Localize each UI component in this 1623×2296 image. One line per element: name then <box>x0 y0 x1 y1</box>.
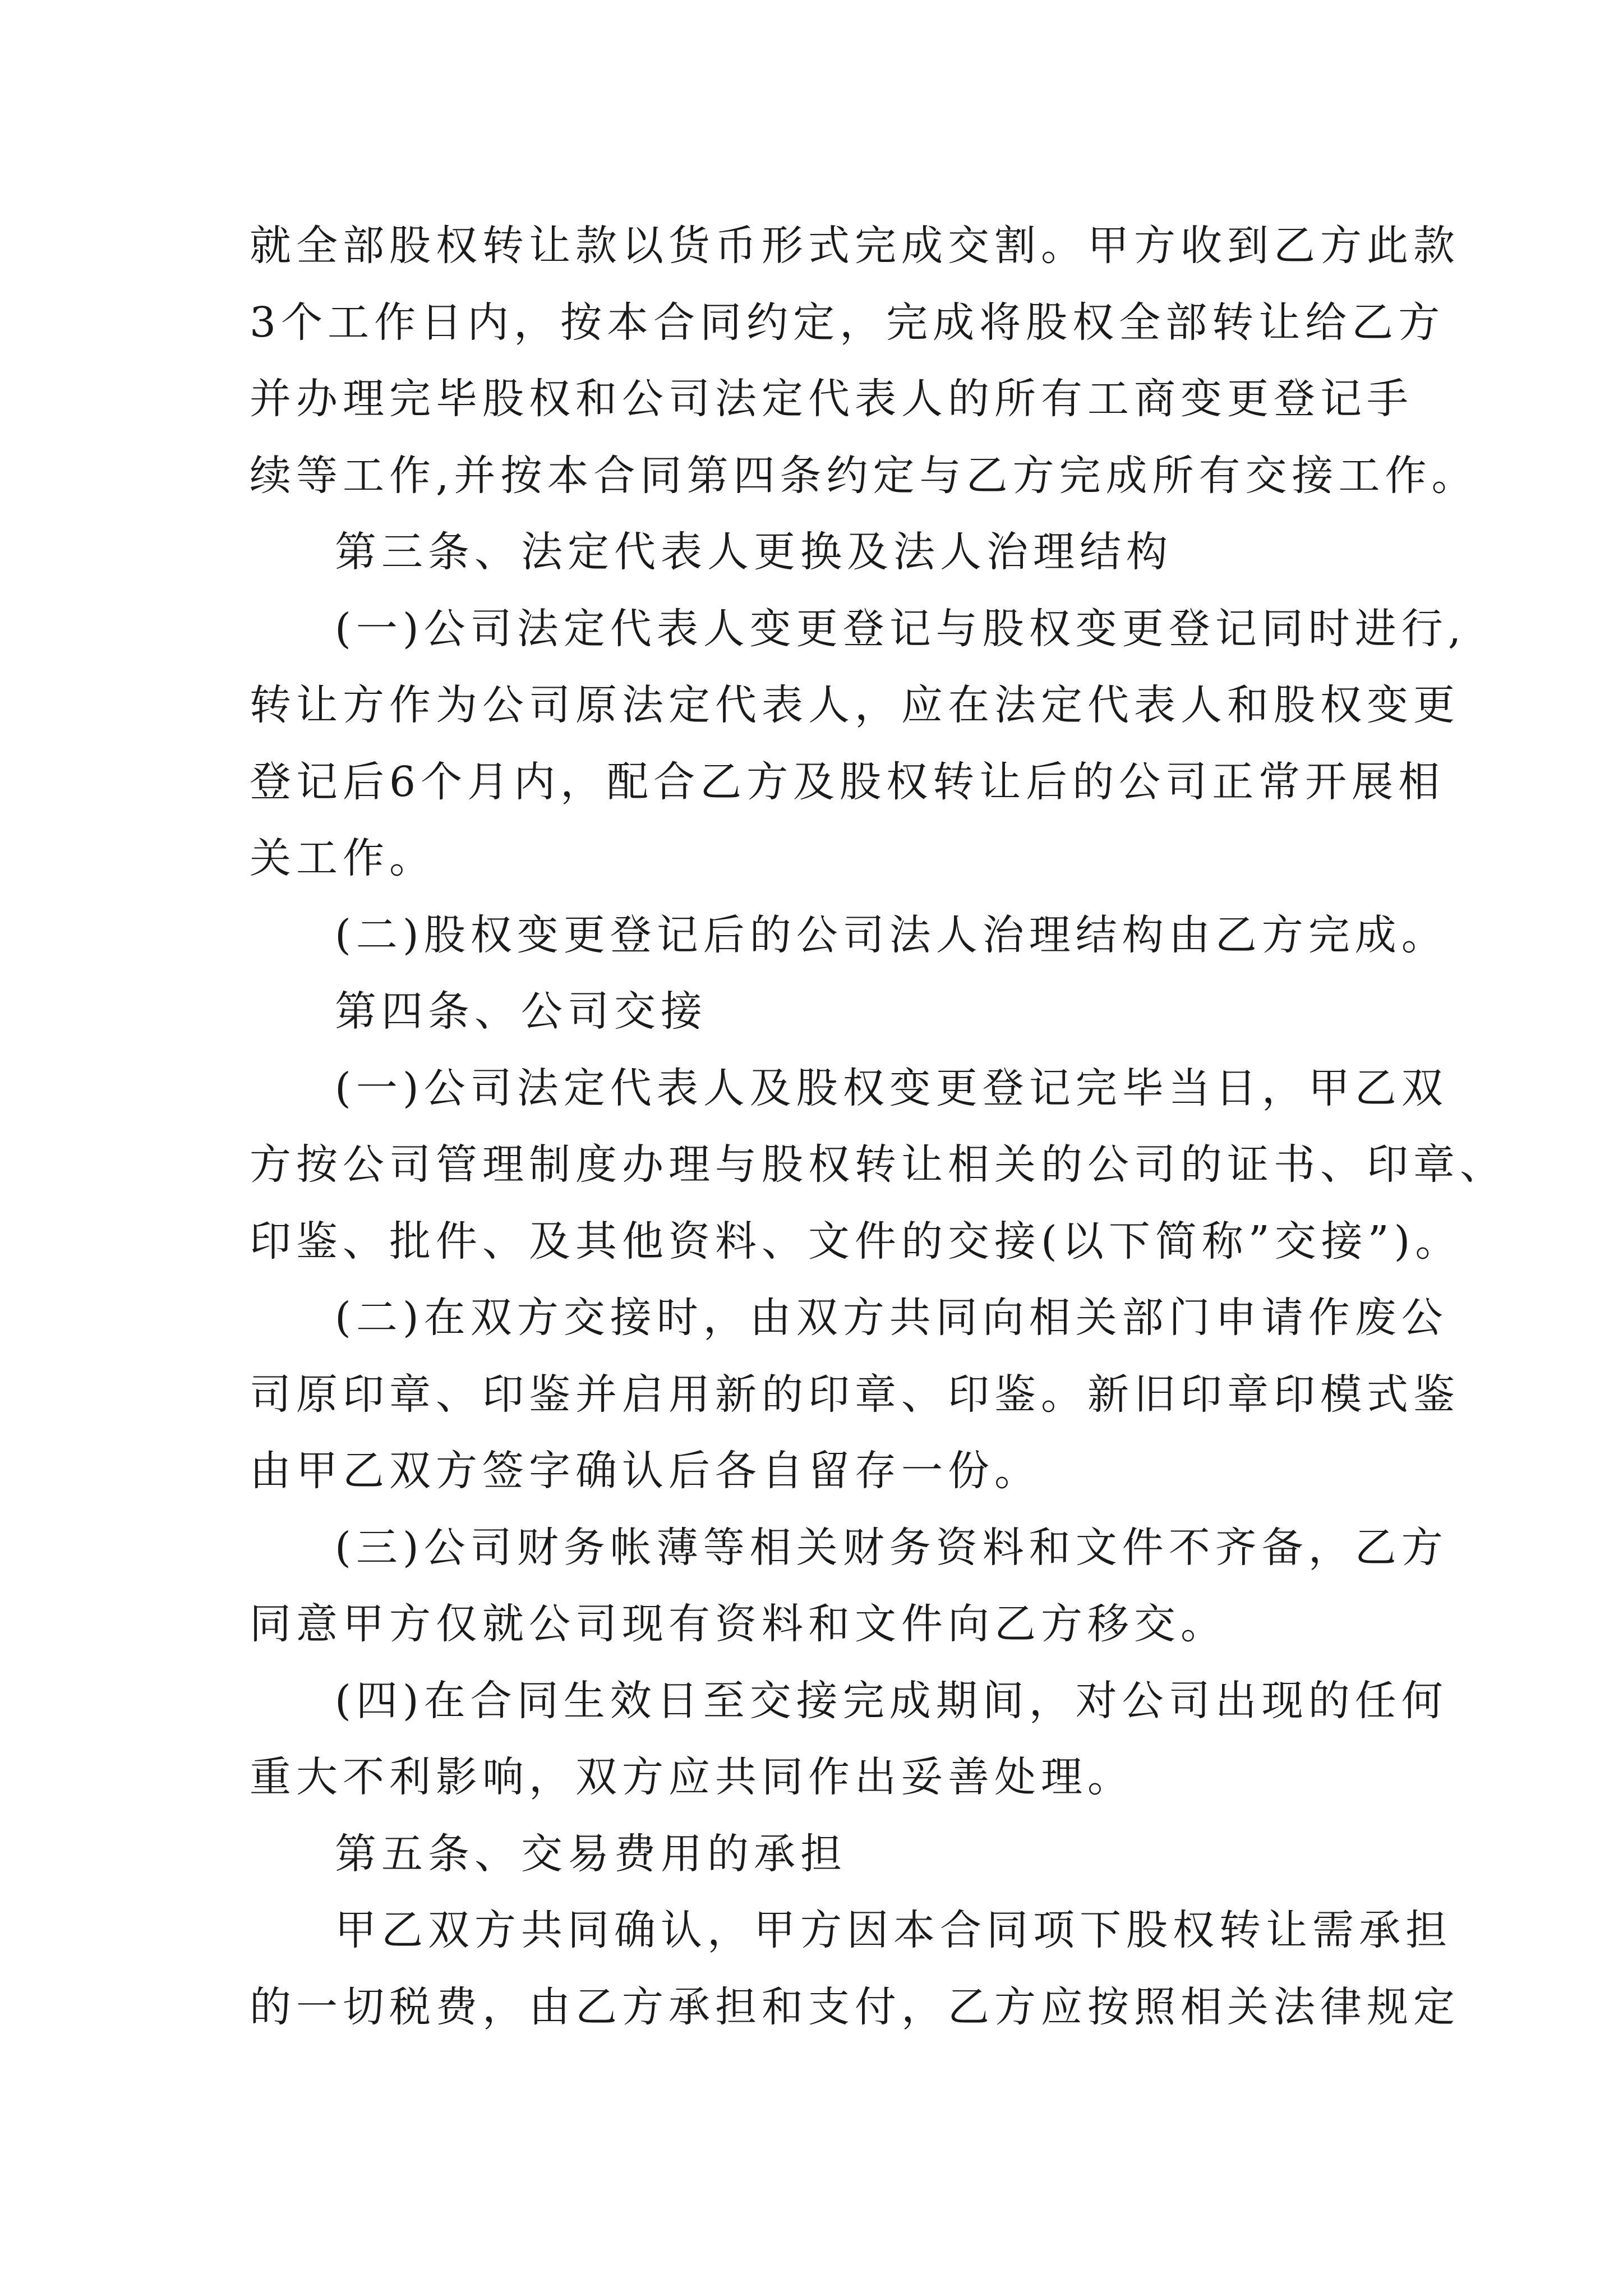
text-line: 3个工作日内，按本合同约定，完成将股权全部转让给乙方 <box>250 298 1445 347</box>
article-heading: 第五条、交易费用的承担 <box>335 1829 847 1878</box>
text-line: 续等工作,并按本合同第四条约定与乙方完成所有交接工作。 <box>250 451 1478 500</box>
text-line: 重大不利影响，双方应共同作出妥善处理。 <box>250 1753 1134 1801</box>
clause-line: (一)公司法定代表人及股权变更登记完毕当日，甲乙双 <box>335 1064 1448 1112</box>
text-line: 司原印章、印鉴并启用新的印章、印鉴。新旧印章印模式鉴 <box>250 1370 1460 1419</box>
clause-line: 甲乙双方共同确认，甲方因本合同项下股权转让需承担 <box>335 1906 1452 1954</box>
document-body <box>250 208 1506 2045</box>
article-heading: 第三条、法定代表人更换及法人治理结构 <box>335 528 1173 576</box>
clause-line: (一)公司法定代表人变更登记与股权变更登记同时进行, <box>335 604 1467 653</box>
text-line: 方按公司管理制度办理与股权转让相关的公司的证书、印章、 <box>250 1140 1506 1189</box>
text-line: 转让方作为公司原法定代表人，应在法定代表人和股权变更 <box>250 681 1460 729</box>
article-heading: 第四条、公司交接 <box>335 987 707 1036</box>
text-line: 由甲乙双方签字确认后各自留存一份。 <box>250 1447 1041 1495</box>
text-line: 印鉴、批件、及其他资料、文件的交接(以下简称”交接”)。 <box>250 1217 1462 1266</box>
text-line: 并办理完毕股权和公司法定代表人的所有工商变更登记手 <box>250 375 1413 423</box>
text-line: 的一切税费，由乙方承担和支付，乙方应按照相关法律规定 <box>250 1982 1460 2031</box>
text-line: 就全部股权转让款以货币形式完成交割。甲方收到乙方此款 <box>250 222 1460 270</box>
clause-line: (三)公司财务帐薄等相关财务资料和文件不齐备，乙方 <box>335 1523 1448 1572</box>
clause-line: (四)在合同生效日至交接完成期间，对公司出现的任何 <box>335 1676 1448 1725</box>
text-line: 登记后6个月内，配合乙方及股权转让后的公司正常开展相 <box>250 757 1445 806</box>
clause-line: (二)在双方交接时，由双方共同向相关部门申请作废公 <box>335 1294 1448 1342</box>
text-line: 同意甲方仅就公司现有资料和文件向乙方移交。 <box>250 1600 1227 1648</box>
clause-line: (二)股权变更登记后的公司法人治理结构由乙方完成。 <box>335 910 1448 959</box>
text-line: 关工作。 <box>250 834 436 882</box>
